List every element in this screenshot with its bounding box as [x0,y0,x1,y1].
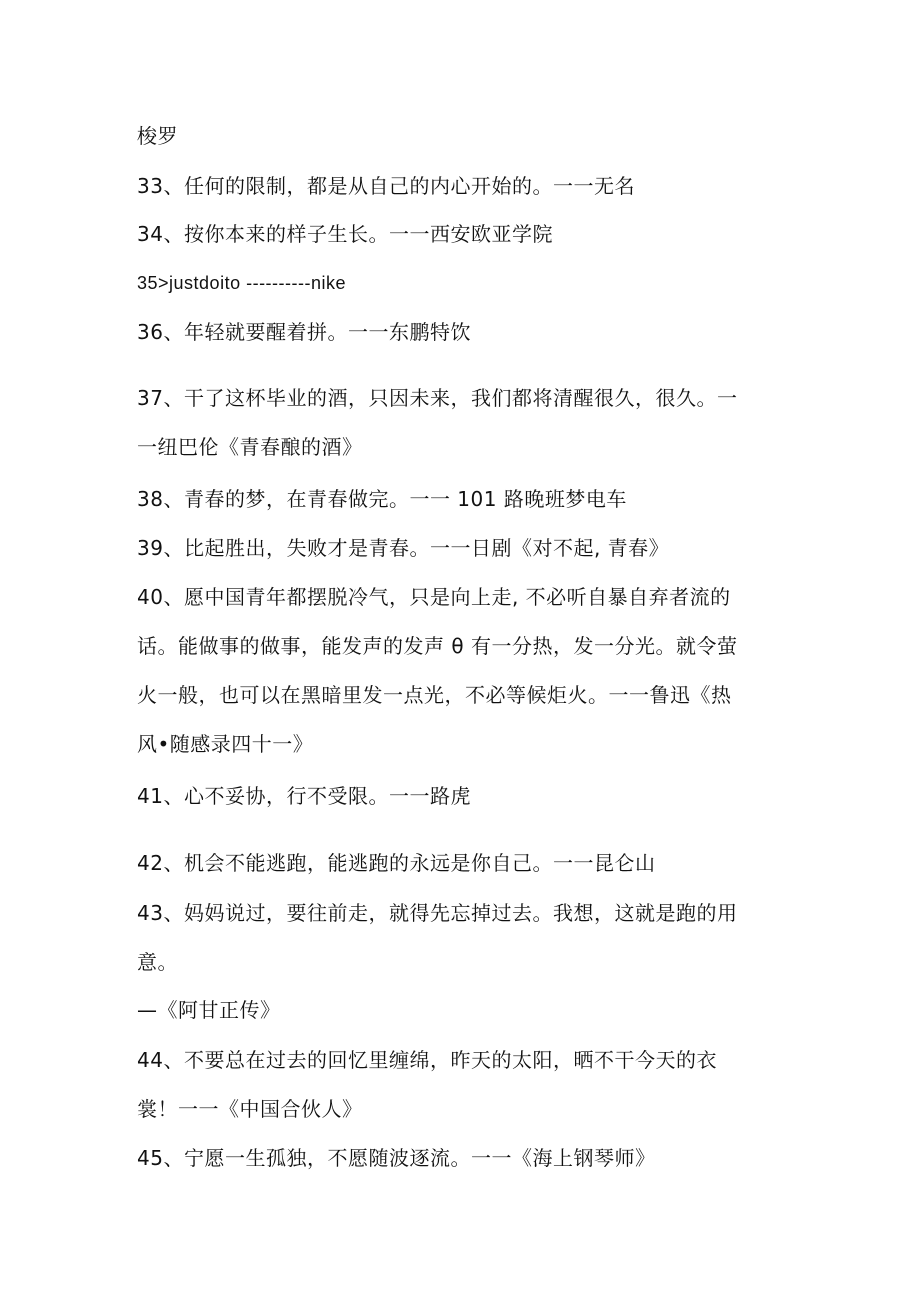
quote-44-line-1: 44、不要总在过去的回忆里缠绵，昨天的太阳，晒不干今天的衣 [137,1048,717,1072]
quote-40-line-2: 话。能做事的做事，能发声的发声 θ 有一分热，发一分光。就令萤 [137,634,738,658]
quote-40-line-3: 火一般，也可以在黑暗里发一点光，不必等候炬火。一一鲁迅《热 [137,683,732,707]
quote-43-line-2: 意。 [137,950,178,974]
quote-37-line-1: 37、干了这杯毕业的酒，只因未来，我们都将清醒很久，很久。一 [137,386,738,410]
quote-34: 34、按你本来的样子生长。一一西安欧亚学院 [137,222,553,246]
quote-43-attribution: —《阿甘正传》 [137,998,281,1022]
quote-37-line-2: 一纽巴伦《青春酿的酒》 [137,435,363,459]
quote-39: 39、比起胜出，失败才是青春。一一日剧《对不起, 青春》 [137,536,670,560]
text-line-attribution: 梭罗 [137,124,178,148]
quote-44-line-2: 裳！一一《中国合伙人》 [137,1097,363,1121]
quote-33: 33、任何的限制，都是从自己的内心开始的。一一无名 [137,174,635,198]
quote-43-line-1: 43、妈妈说过，要往前走，就得先忘掉过去。我想，这就是跑的用 [137,901,738,925]
quote-35: 35>justdoito ----------nike [137,273,347,293]
quote-40-line-1: 40、愿中国青年都摆脱冷气，只是向上走, 不必听自暴自弃者流的 [137,585,731,609]
quote-36: 36、年轻就要醒着拼。一一东鹏特饮 [137,320,471,344]
quote-45: 45、宁愿一生孤独，不愿随波逐流。一一《海上钢琴师》 [137,1146,656,1170]
quote-41: 41、心不妥协，行不受限。一一路虎 [137,784,471,808]
quote-38: 38、青春的梦，在青春做完。一一 101 路晚班梦电车 [137,487,627,511]
quote-42: 42、机会不能逃跑，能逃跑的永远是你自己。一一昆仑山 [137,851,656,875]
quote-40-line-4: 风•随感录四十一》 [137,732,314,756]
